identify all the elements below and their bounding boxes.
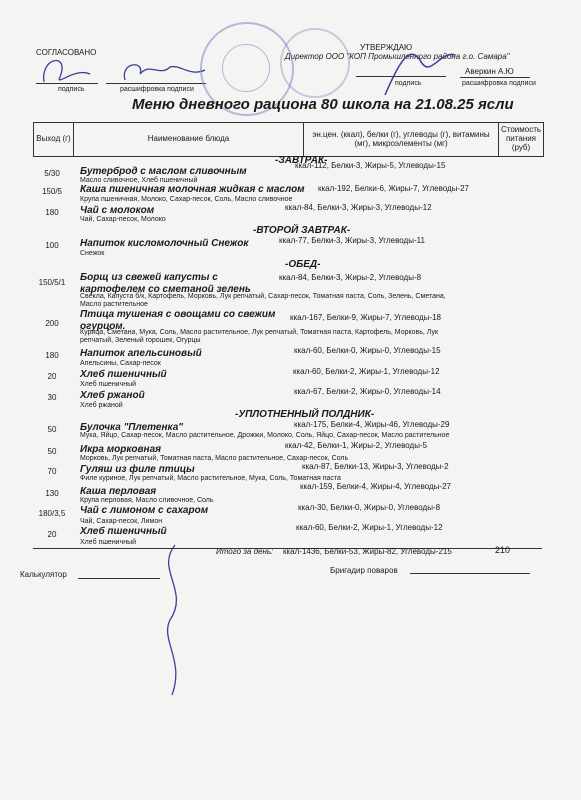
total-label: Итого за день: (216, 547, 274, 556)
left-name-caption: расшифровка подписи (120, 86, 194, 93)
total-value: ккал-1436, Белки-53, Жиры-82, Углеводы-215 (283, 547, 452, 556)
approved-left-label: СОГЛАСОВАНО (36, 48, 97, 57)
table-header (33, 122, 544, 157)
footer-signature (150, 540, 200, 700)
section-second-breakfast: -ВТОРОЙ ЗАВТРАК- (253, 225, 351, 236)
right-signer-name: Аверкин А.Ю (465, 67, 514, 76)
calculator-signature-line (78, 578, 160, 579)
director-signature (380, 40, 470, 100)
calculator-label: Калькулятор (20, 570, 67, 579)
col-nutrition-header: эн.цен. (ккал), белки (г), углеводы (г), витамины (мг), микроэлементы (мг) (304, 123, 499, 156)
right-name-line (460, 77, 530, 78)
col-price-header: Стоимость питания (руб) (500, 125, 542, 152)
total-price: 210 (495, 545, 511, 555)
brigadier-signature-line (410, 573, 530, 574)
right-name-caption: расшифровка подписи (462, 80, 536, 87)
brigadier-label: Бригадир поваров (330, 566, 398, 575)
right-sig-caption: подпись (395, 80, 422, 87)
approved-right-label: УТВЕРЖДАЮ (360, 43, 413, 52)
col-out-header: Выход (г) (34, 123, 74, 156)
col-name-header: Наименование блюда (74, 123, 304, 156)
director-title: Директор ООО "КОП Промышленного района г.о. Самара" (285, 52, 510, 61)
section-breakfast: -ЗАВТРАК- (275, 155, 328, 166)
section-lunch: -ОБЕД- (285, 259, 321, 270)
left-sig-caption: подпись (58, 86, 85, 93)
page-title: Меню дневного рациона 80 школа на 21.08.25 ясли (132, 96, 514, 113)
secondary-seal (280, 28, 350, 98)
section-snack: -УПЛОТНЕННЫЙ ПОЛДНИК- (235, 409, 375, 420)
